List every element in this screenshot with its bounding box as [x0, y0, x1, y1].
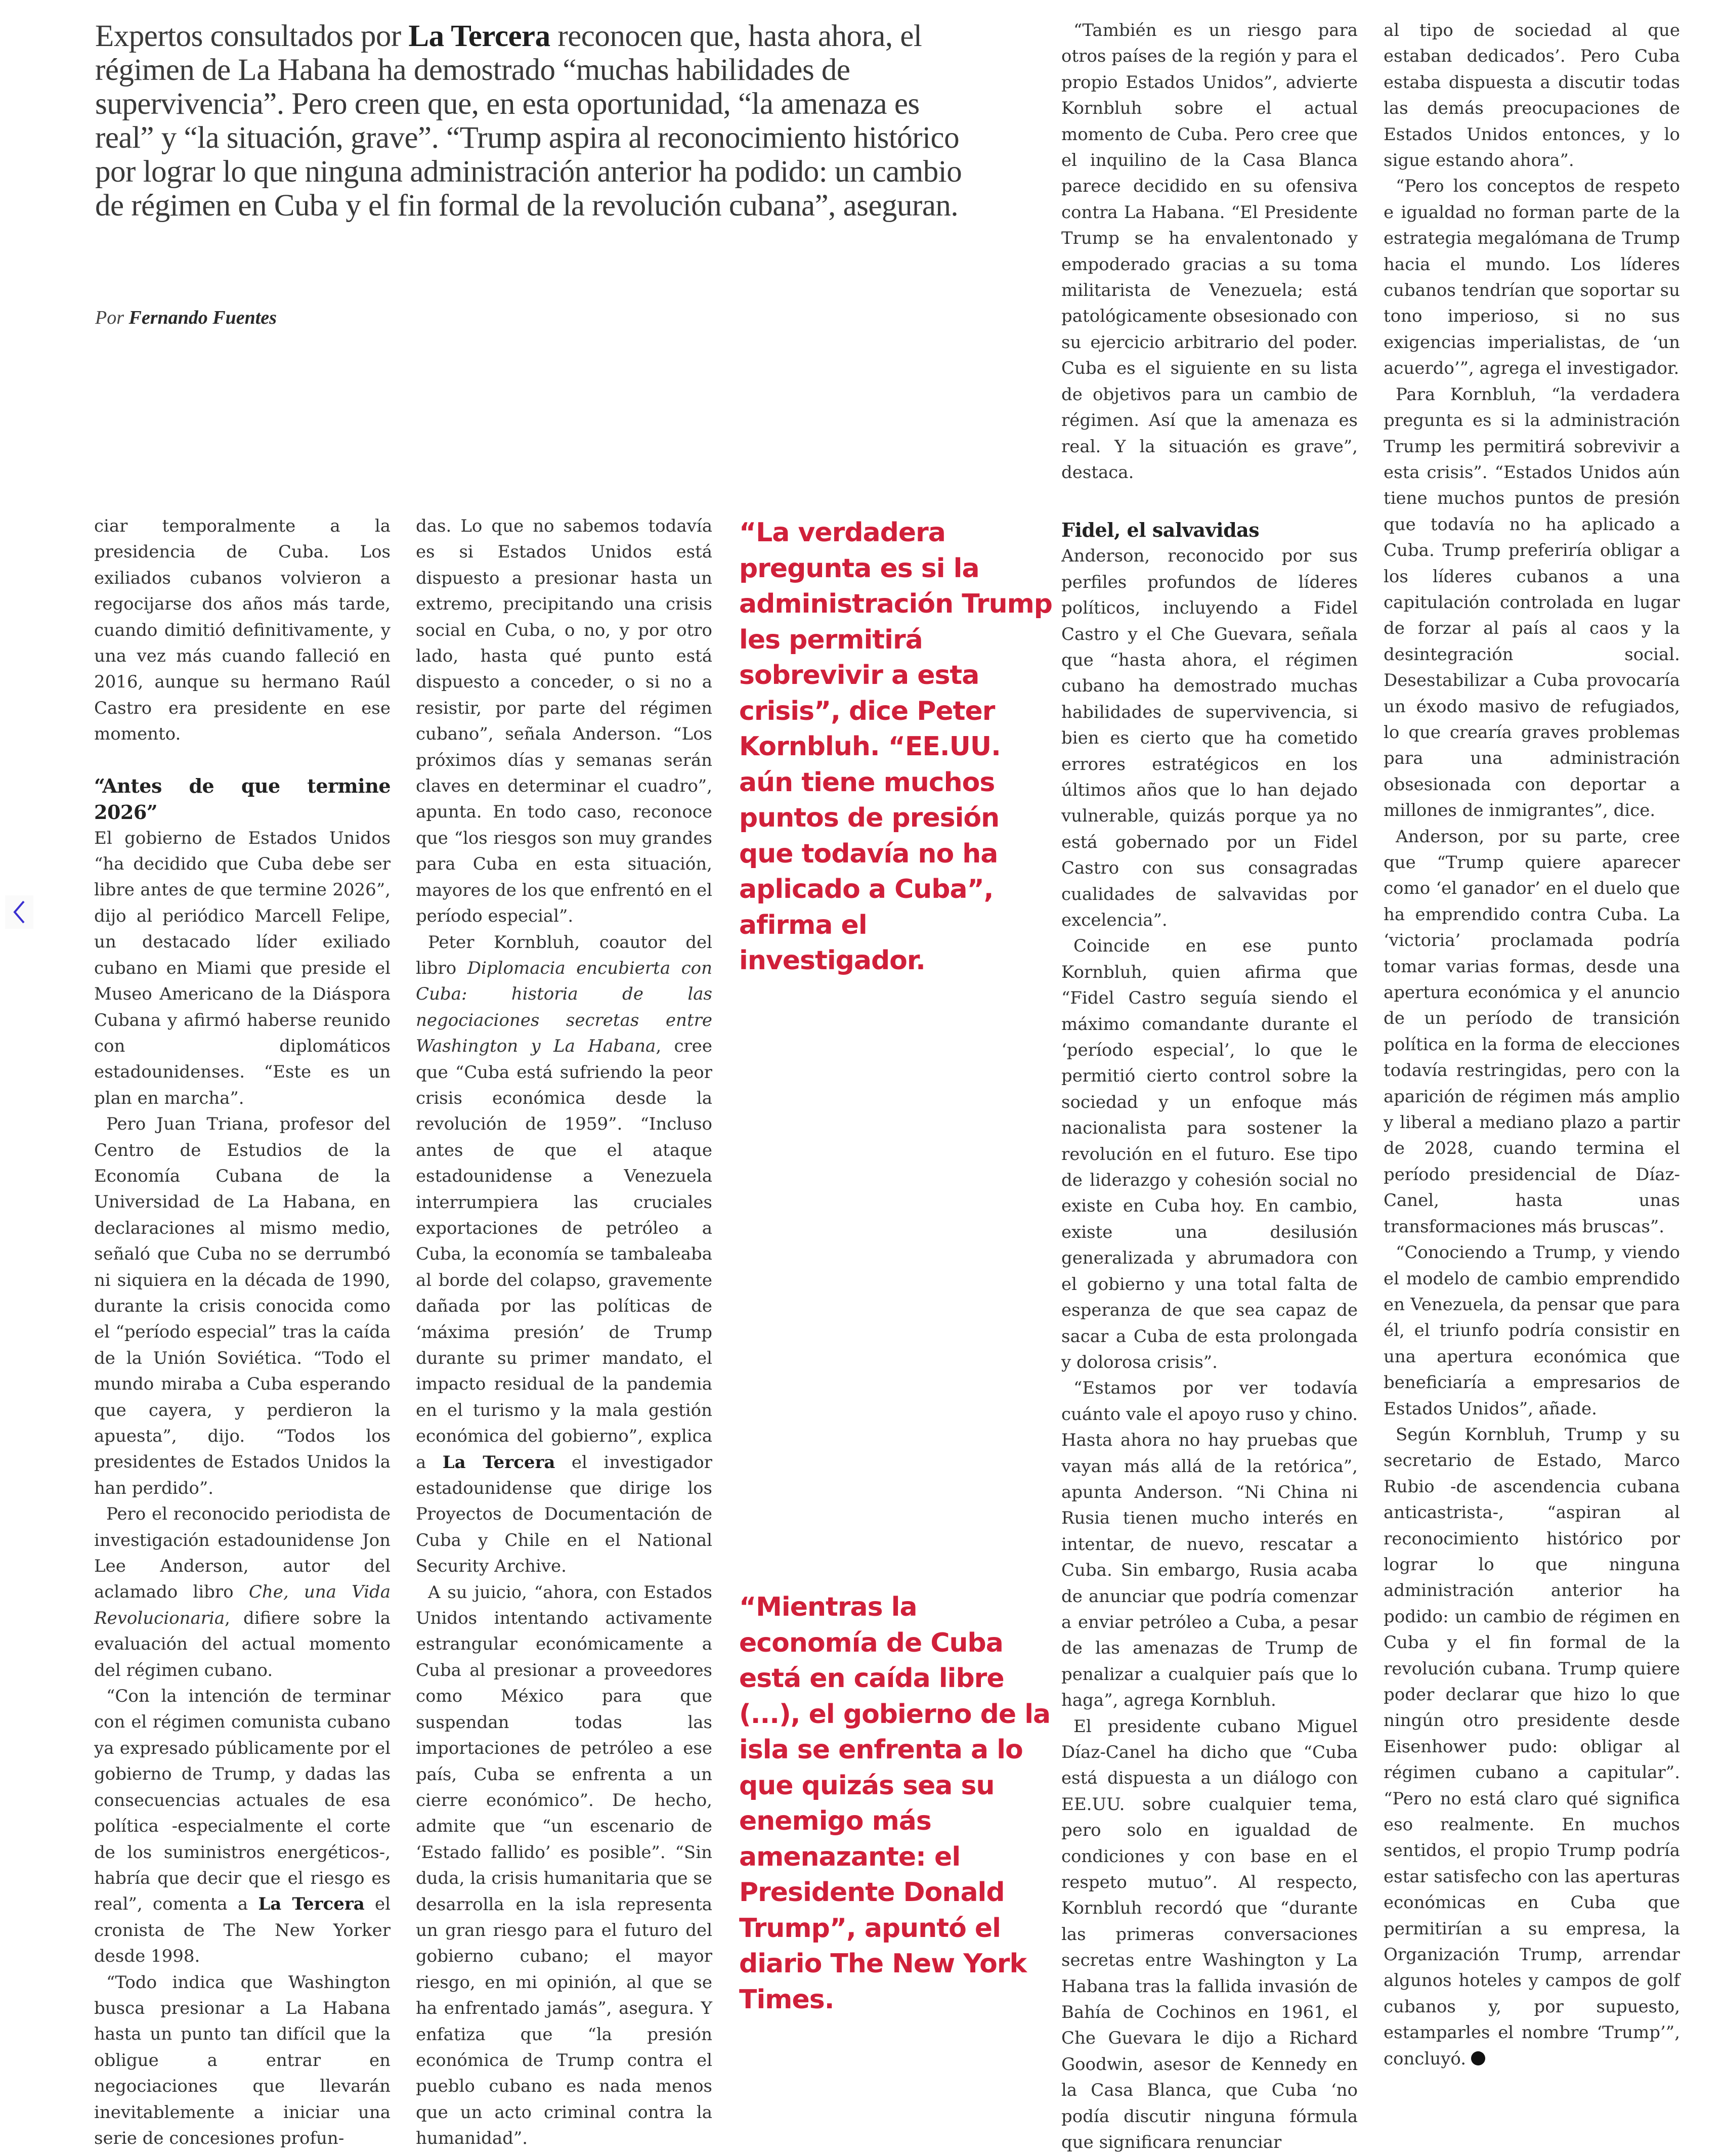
- paragraph: Pero Juan Triana, profesor del Centro de Estudios de la Economía Cubana de la Universidad de La Habana, en declaraciones al mismo medio, señaló que Cuba no se derrumbó ni siquiera en la década de 1990, durante la crisis conocida como el “período especial” tras la caída de la Unión Soviética. “Todo el mundo miraba a Cuba esperando que cayera, y perdieron la apuesta”, dijo. “Todos los presidentes de Estados Unidos la han perdido”.: [94, 1114, 391, 1498]
- paragraph: Para Kornbluh, “la verdadera pregunta es si la administración Trump les permitirá sobrevivir a esta crisis”. “Estados Unidos aún tiene muchos puntos de presión que todavía no ha aplicado a Cuba. Trump preferiría obligar a los líderes cubanos a una capitulación controlada en lugar de forzar al país al caos y la desintegración social. Desestabilizar a Cuba provocaría un éxodo masivo de refugiados, lo que crearía graves problemas para una administración obsesionada con deportar a millones de inmigrantes”, dice.: [1384, 384, 1680, 821]
- chevron-left-icon: [12, 899, 27, 925]
- paragraph: El presidente cubano Miguel Díaz-Canel ha dicho que “Cuba está dispuesta a un diálogo con EE.UU. sobre cualquier tema, pero solo en igualdad de condiciones y con base en el respeto mutuo”. Al respecto, Kornbluh recordó que “durante las primeras conversaciones secretas entre Washington y La Habana tras la fallida invasión de Bahía de Cochinos en 1961, el Che Guevara le dijo a Richard Goodwin, asesor de Kennedy en la Casa Blanca, que Cuba ‘no podía discutir ninguna fórmula que significara renunciar: [1061, 1716, 1358, 2153]
- text: Según Kornbluh, Trump y su secretario de Estado, Marco Rubio -de ascendencia cubana anticastrista-, “aspiran al reconocimiento histórico por lograr lo que ninguna administración anterior ha podido: un cambio de régimen en Cuba y el fin formal de la revolución cubana. Trump quiere poder declarar que hizo lo que ningún otro presidente desde Eisenhower pudo: obligar al régimen cubano a capitular”. “Pero no está claro qué significa eso realmente. En muchos sentidos, el propio Trump podría estar satisfecho con las aperturas económicas en Cuba que permitirían a su empresa, la Organización Trump, arrendar algunos hoteles y campos de golf cubanos y, por supuesto, estamparles el nombre ‘Trump’”, concluyó.: [1384, 1424, 1680, 2069]
- pull-quote-1: “La verdadera pregunta es si la administración Trump les permitirá sobrevivir a esta crisis”, dice Peter Kornbluh. “EE.UU. aún tiene muchos puntos de presión que todavía no ha aplicado a Cuba”, afirma el investigador.: [739, 518, 1053, 976]
- paragraph: [94, 1684, 391, 1969]
- article-column-5: [1384, 18, 1680, 2072]
- byline: [95, 307, 277, 329]
- text: el investigador estadounidense que dirige los Proyectos de Documentación de Cuba y Chile en el National Security Archive.: [416, 1452, 713, 1577]
- subheading: “Antes de que termine 2026”: [94, 774, 391, 824]
- paragraph: [94, 1501, 391, 1684]
- article-column-1: [94, 513, 391, 2151]
- paragraph: “Conociendo a Trump, y viendo el modelo de cambio emprendido en Venezuela, da pensar que para él, el triunfo podría consistir en una apertura económica que beneficiaría a empresarios de Estados Unidos”, añade.: [1384, 1242, 1680, 1419]
- paragraph: “Estamos por ver todavía cuánto vale el apoyo ruso y chino. Hasta ahora no hay pruebas que vayan más allá de la retórica”, apunta Anderson. “Ni China ni Rusia tienen mucho interés en intentar, de nuevo, rescatar a Cuba. Sin embargo, Rusia acaba de anunciar que podría comenzar a enviar petróleo a Cuba, a pesar de las amenazas de Trump de penalizar a cualquier país que lo haga”, agrega Kornbluh.: [1061, 1378, 1358, 1711]
- book-title: Diplomacia encubierta con Cuba: historia de las negociaciones secretas entre Washington y La Habana: [416, 958, 713, 1057]
- text: “Con la intención de terminar con el régimen comunista cubano ya expresado públicamente por el gobierno de Trump, y dadas las consecuencias actuales de esa política -especialmente el corte de los suministros energéticos-, habría que decir que el riesgo es real”, comenta a: [94, 1686, 391, 1915]
- book-title: Che, una Vida Revolucionaria: [94, 1582, 391, 1628]
- brand-name: La Tercera: [258, 1894, 365, 1915]
- text: , difiere sobre la evaluación del actual momento del régimen cubano.: [94, 1608, 391, 1680]
- article-column-4: [1061, 18, 1358, 2156]
- text: , cree que “Cuba está sufriendo la peor crisis económica desde la revolución de 1959”. “Incluso antes de que el ataque estadounidense a Venezuela interrumpiera las cruciales exportaciones de petróleo a Cuba, la economía se tambaleaba al borde del colapso, gravemente dañada por las políticas de ‘máxima presión’ de Trump durante su primer mandato, el impacto residual de la pandemia en el turismo y la mala gestión económica del gobierno”, explica a: [416, 1036, 712, 1473]
- article-lede: [95, 19, 980, 223]
- paragraph: “Pero los conceptos de respeto e igualdad no forman parte de la estrategia megalómana de Trump hacia el mundo. Los líderes cubanos tendrían que soportar su tono imperioso, si no sus exigencias imperialistas, de ‘un acuerdo’”, agrega el investigador.: [1384, 176, 1680, 379]
- lede-brand: La Tercera: [408, 19, 550, 53]
- paragraph: [1384, 1422, 1680, 2072]
- text: el cronista de The New Yorker desde 1998.: [94, 1894, 391, 1967]
- byline-prefix: Por: [95, 307, 124, 328]
- lede-text-1: Expertos consultados por: [95, 19, 409, 53]
- paragraph: “Todo indica que Washington busca presionar a La Habana hasta un punto tan difícil que la obligue a entrar en negociaciones que llevarán inevitablemente a iniciar una serie de concesiones profun-: [94, 1972, 391, 2148]
- paragraph: A su juicio, “ahora, con Estados Unidos intentando activamente estrangular económicamente a Cuba al presionar a proveedores como México para que suspendan todas las importaciones de petróleo a ese país, Cuba se enfrenta a un cierre económico”. De hecho, admite que “un escenario de ‘Estado fallido’ es posible”. “Sin duda, la crisis humanitaria que se desarrolla en la isla representa un gran riesgo para el futuro del gobierno cubano; el mayor riesgo, en mi opinión, al que se ha enfrentado jamás”, asegura. Y enfatiza que “la presión económica de Trump contra el pueblo cubano es nada menos que un acto criminal contra la humanidad”.: [416, 1582, 712, 2149]
- text: Peter Kornbluh, coautor del libro: [416, 932, 712, 978]
- byline-author: Fernando Fuentes: [128, 307, 277, 328]
- text: Pero el reconocido periodista de investigación estadounidense Jon Lee Anderson, autor del aclamado libro: [94, 1504, 391, 1603]
- subheading: Fidel, el salvavidas: [1061, 519, 1260, 542]
- paragraph: al tipo de sociedad al que estaban dedicados’. Pero Cuba estaba dispuesta a discutir todas las demás preocupaciones de Estados Unidos entonces, y lo sigue estando ahora”.: [1384, 20, 1680, 171]
- paragraph: “También es un riesgo para otros países de la región y para el propio Estados Unidos”, advierte Kornbluh sobre el actual momento de Cuba. Pero cree que el inquilino de la Casa Blanca parece decidido en su ofensiva contra La Habana. “El Presidente Trump se ha envalentonado y empoderado gracias a su toma militarista de Venezuela; está patológicamente obsesionado con su ejercicio arbitrario del poder. Cuba es el siguiente en su lista de objetivos para un cambio de régimen. Así que la amenaza es real. Y la situación es grave”, destaca.: [1061, 20, 1358, 483]
- paragraph: Coincide en ese punto Kornbluh, quien afirma que “Fidel Castro seguía siendo el máximo comandante durante el ‘período especial’, lo que le permitió cierto control sobre la sociedad y un enfoque más nacionalista para sostener la revolución en el futuro. Ese tipo de liderazgo y cohesión social no existe en Cuba hoy. En cambio, existe una desilusión generalizada y abrumadora con el gobierno y una total falta de esperanza de que sea capaz de sacar a Cuba de esta prolongada y dolorosa crisis”.: [1061, 936, 1358, 1372]
- brand-name: La Tercera: [442, 1452, 555, 1473]
- article-column-2: [416, 513, 712, 2152]
- end-of-article-dot-icon: [1471, 2051, 1485, 2065]
- paragraph: [416, 930, 712, 1580]
- paragraph: ciar temporalmente a la presidencia de Cuba. Los exiliados cubanos volvieron a regocijarse dos años más tarde, cuando dimitió definitivamente, y una vez más cuando falleció en 2016, aunque su hermano Raúl Castro era presidente en ese momento.: [94, 516, 391, 745]
- paragraph: El gobierno de Estados Unidos “ha decidido que Cuba debe ser libre antes de que termine 2026”, dijo al periódico Marcell Felipe, un destacado líder exiliado cubano en Miami que preside el Museo Americano de la Diáspora Cubana y afirmó haberse reunido con diplomáticos estadounidenses. “Este es un plan en marcha”.: [94, 828, 391, 1108]
- previous-page-button[interactable]: [5, 895, 33, 929]
- paragraph: Anderson, reconocido por sus perfiles profundos de líderes políticos, incluyendo a Fidel Castro y el Che Guevara, señala que “hasta ahora, el régimen cubano ha demostrado muchas habilidades de supervivencia, si bien es cierto que ha cometido errores estratégicos en los últimos años que lo han dejado vulnerable, quizás porque ya no está gobernado por un Fidel Castro con sus consagradas cualidades de salvavidas por excelencia”.: [1061, 546, 1358, 930]
- lede-text-2: reconocen que, hasta ahora, el régimen de La Habana ha demostrado “muchas habilidades de supervivencia”. Pero creen que, en esta oportunidad, “la amenaza es real” y “la situación, grave”. “Trump aspira al reconocimiento histórico por lograr lo que ninguna administración anterior ha podido: un cambio de régimen en Cuba y el fin formal de la revolución cubana”, aseguran.: [95, 19, 962, 223]
- paragraph: Anderson, por su parte, cree que “Trump quiere aparecer como ‘el ganador’ en el duelo que ha emprendido contra Cuba. La ‘victoria’ proclamada podría tomar varias formas, desde una apertura económica y el anuncio de un período de transición política en la forma de elecciones todavía restringidas, pero con la aparición de régimen más amplio y liberal a mediano plazo a partir de 2028, cuando termina el período presidencial de Díaz-Canel, hasta unas transformaciones más bruscas”.: [1384, 826, 1680, 1237]
- paragraph: das. Lo que no sabemos todavía es si Estados Unidos está dispuesto a presionar hasta un extremo, precipitando una crisis social en Cuba, o no, y por otro lado, hasta qué punto está dispuesto a conceder, o si no a resistir, por parte del régimen cubano”, señala Anderson. “Los próximos días y semanas serán claves en determinar el cuadro”, apunta. En todo caso, reconoce que “los riesgos son muy grandes para Cuba en esta situación, mayores de los que enfrentó en el período especial”.: [416, 516, 712, 927]
- pull-quote-2: “Mientras la economía de Cuba está en caída libre (...), el gobierno de la isla se enfrenta a lo que quizás sea su enemigo más amenazante: el Presidente Donald Trump”, apuntó el diario The New York Times.: [739, 1592, 1051, 2015]
